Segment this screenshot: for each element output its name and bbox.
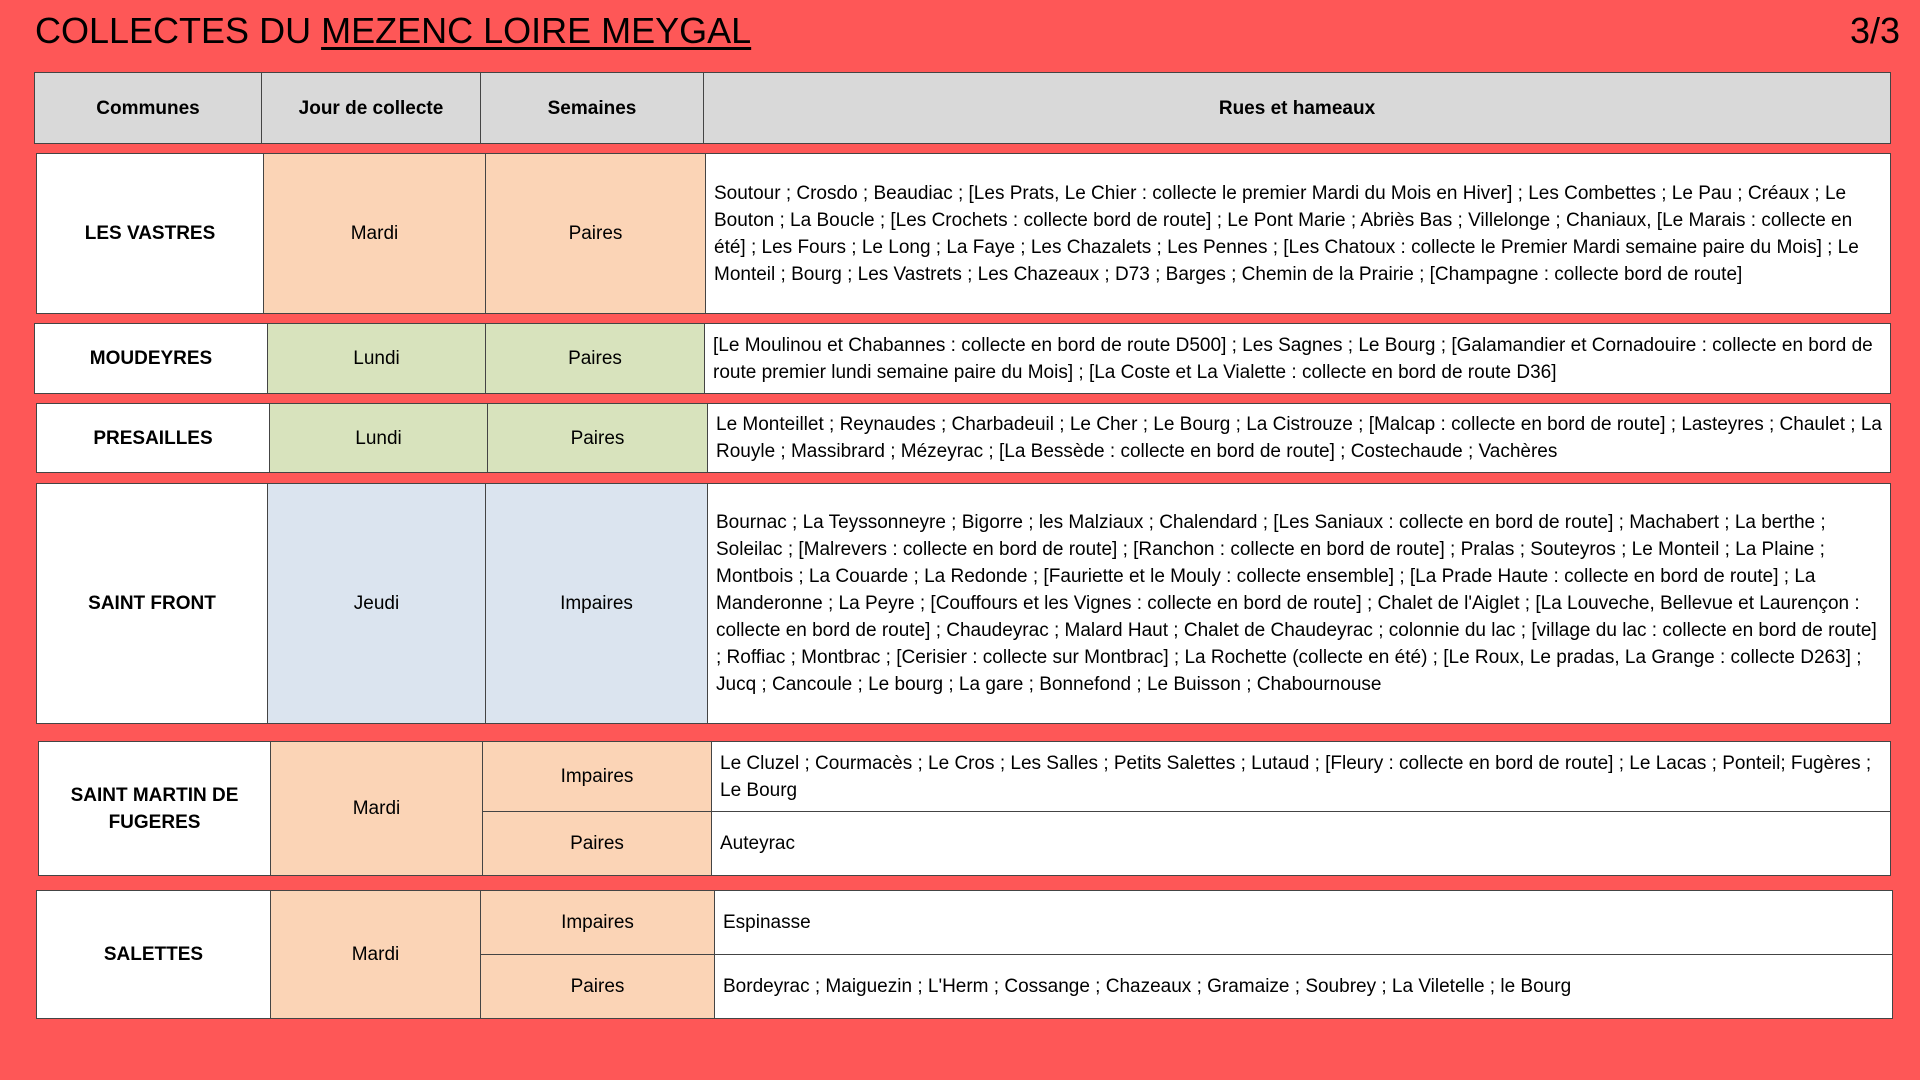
header-rues: Rues et hameaux xyxy=(704,73,1890,143)
collection-day: Jeudi xyxy=(268,484,486,723)
collection-weeks: Impaires xyxy=(486,484,708,723)
streets-list: Soutour ; Crosdo ; Beaudiac ; [Les Prats, Le Chier : collecte le premier Mardi du Mois en Hiver] ; Les Combettes ; Le Pau ; Créaux ; Le Bouton ; La Boucle ; [Les Crochets : collecte bord de route] ; Le Pont Marie ; Abriès Bas ; Villelonge ; Chaniaux, [Le Marais : collecte en été] ; Les Fours ; Le Long ; La Faye ; Les Chazalets ; Les Pennes ; [Les Chatoux : collecte le Premier Mardi semaine paire du Mois] ; Le Monteil ; Bourg ; Les Vastrets ; Les Chazeaux ; D73 ; Barges ; Chemin de la Prairie ; [Champagne : collecte bord de route] xyxy=(706,154,1890,313)
page-number: 3/3 xyxy=(1849,10,1900,51)
row-moudeyres xyxy=(34,323,1891,394)
streets-list: [Le Moulinou et Chabannes : collecte en bord de route D500] ; Les Sagnes ; Le Bourg ; [Galamandier et Cornadouire : collecte en bord de route premier lundi semaine paire du Mois] ; [La Coste et La Vialette : collecte en bord de route D36] xyxy=(705,324,1890,393)
collection-weeks: Impaires xyxy=(481,891,715,955)
collection-weeks: Paires xyxy=(488,404,708,472)
title-territory: MEZENC LOIRE MEYGAL xyxy=(321,10,752,51)
row-presailles xyxy=(36,403,1891,473)
collection-day: Mardi xyxy=(264,154,486,313)
collection-weeks: Paires xyxy=(486,154,706,313)
commune-name: MOUDEYRES xyxy=(35,324,268,393)
collection-day: Lundi xyxy=(270,404,488,472)
streets-list: Auteyrac xyxy=(712,812,1890,875)
table-header xyxy=(34,72,1891,144)
collection-day: Mardi xyxy=(271,742,483,875)
collection-weeks: Impaires xyxy=(483,742,712,812)
title-prefix: COLLECTES DU xyxy=(35,10,322,51)
commune-name: SALETTES xyxy=(37,891,271,1018)
collection-weeks: Paires xyxy=(486,324,705,393)
row-les-vastres xyxy=(36,153,1891,314)
row-salettes xyxy=(36,890,1893,1019)
collection-weeks: Paires xyxy=(483,812,712,875)
streets-list: Bournac ; La Teyssonneyre ; Bigorre ; les Malziaux ; Chalendard ; [Les Saniaux : collecte en bord de route] ; Machabert ; La berthe ; Soleilac ; [Malrevers : collecte en bord de route] ; [Ranchon : collecte en bord de route] ; Pralas ; Souteyros ; Le Monteil ; La Plaine ; Montbois ; La Couarde ; La Redonde ; [Fauriette et le Mouly : collecte ensemble] ; [La Prade Haute : collecte en bord de route] ; La Manderonne ; La Peyre ; [Couffours et les Vignes : collecte en bord de route] ; Chalet de l'Aiglet ; [La Louveche, Bellevue et Laurençon : collecte en bord de route] ; Chaudeyrac ; Malard Haut ; Chalet de Chaudeyrac ; colonnie du lac ; [village du lac : collecte en bord de route] ; Roffiac ; Montbrac ; [Cerisier : collecte sur Montbrac] ; La Rochette (collecte en été) ; [Le Roux, Le pradas, La Grange : collecte D263] ; Jucq ; Cancoule ; Le bourg ; La gare ; Bonnefond ; Le Buisson ; Chabournouse xyxy=(708,484,1890,723)
header-semaines: Semaines xyxy=(481,73,704,143)
streets-list: Espinasse xyxy=(715,891,1892,955)
commune-name: SAINT FRONT xyxy=(37,484,268,723)
streets-list: Le Monteillet ; Reynaudes ; Charbadeuil ; Le Cher ; Le Bourg ; La Cistrouze ; [Malcap : collecte en bord de route] ; Lasteyres ; Chaulet ; La Rouyle ; Massibrard ; Mézeyrac ; [La Bessède : collecte en bord de route] ; Costechaude ; Vachères xyxy=(708,404,1890,472)
commune-name: PRESAILLES xyxy=(37,404,270,472)
streets-list: Bordeyrac ; Maiguezin ; L'Herm ; Cossange ; Chazeaux ; Gramaize ; Soubrey ; La Viletelle ; le Bourg xyxy=(715,955,1892,1018)
row-saint-front xyxy=(36,483,1891,724)
header-jour: Jour de collecte xyxy=(262,73,481,143)
collection-day: Mardi xyxy=(271,891,481,1018)
commune-name: LES VASTRES xyxy=(37,154,264,313)
streets-list: Le Cluzel ; Courmacès ; Le Cros ; Les Salles ; Petits Salettes ; Lutaud ; [Fleury : collecte en bord de route] ; Le Lacas ; Ponteil; Fugères ; Le Bourg xyxy=(712,742,1890,812)
header-communes: Communes xyxy=(35,73,262,143)
row-saint-martin-de-fugeres xyxy=(38,741,1891,876)
collection-day: Lundi xyxy=(268,324,486,393)
page-title xyxy=(35,6,751,56)
commune-name: SAINT MARTIN DE FUGERES xyxy=(39,742,271,875)
collection-weeks: Paires xyxy=(481,955,715,1018)
